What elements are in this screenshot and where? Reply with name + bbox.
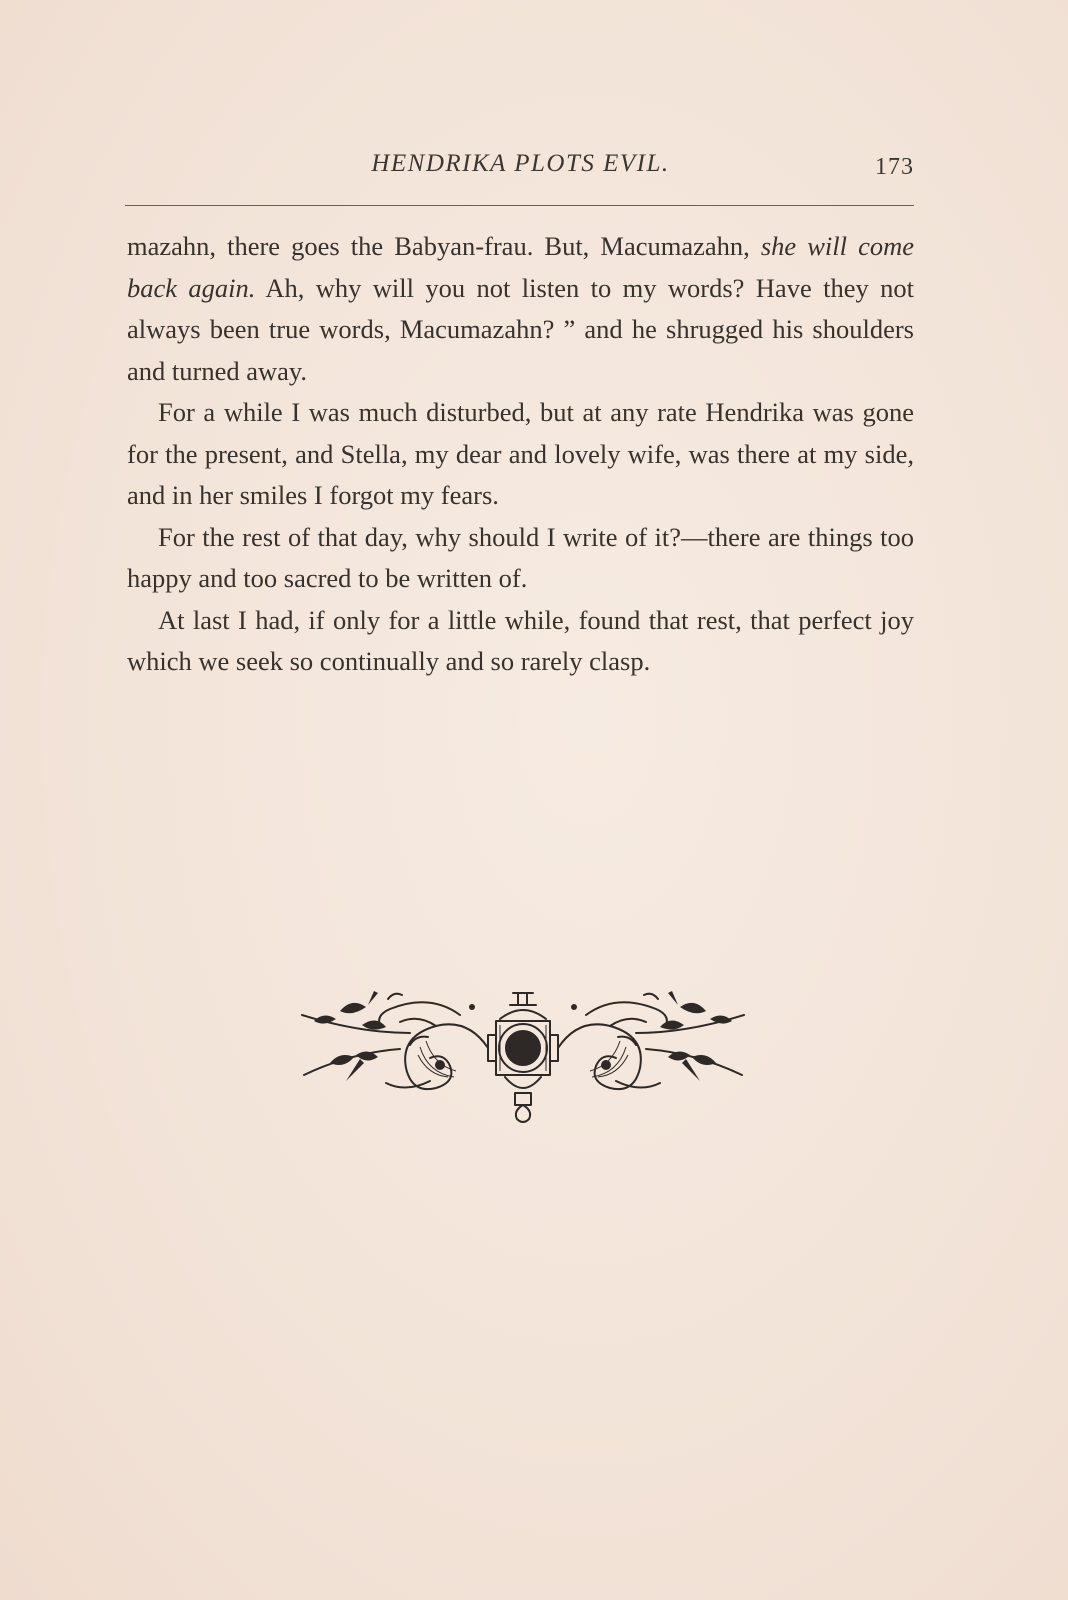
paragraph-1 — [127, 226, 914, 392]
page-number: 173 — [875, 154, 914, 180]
body-text — [127, 226, 914, 683]
paragraph-1-start: mazahn, there goes the Babyan-frau. But, Macumazahn, — [127, 231, 761, 261]
paragraph-2: For a while I was much disturbed, but at any rate Hendrika was gone for the present, and Stella, my dear and lovely wife, was there at my side, and in her smiles I forgot my fears. — [127, 397, 914, 510]
running-title: HENDRIKA PLOTS EVIL. — [371, 150, 670, 177]
paragraph-4: At last I had, if only for a little while, found that rest, that perfect joy which we seek so continually and so rarely clasp. — [127, 604, 914, 676]
paragraph-1-end: Ah, why will you not listen to my words? Have they not always been true words, Macumazahn? ” and he shrugged his shoulders and turned away. — [127, 272, 914, 386]
floral-scroll-tailpiece-icon — [300, 985, 745, 1135]
running-head — [127, 150, 914, 190]
paragraph-1-italic: she will come back again. — [127, 231, 914, 303]
paragraph-3: For the rest of that day, why should I write of it?—there are things too happy and too sacred to be written of. — [127, 521, 914, 593]
header-rule — [125, 205, 914, 206]
